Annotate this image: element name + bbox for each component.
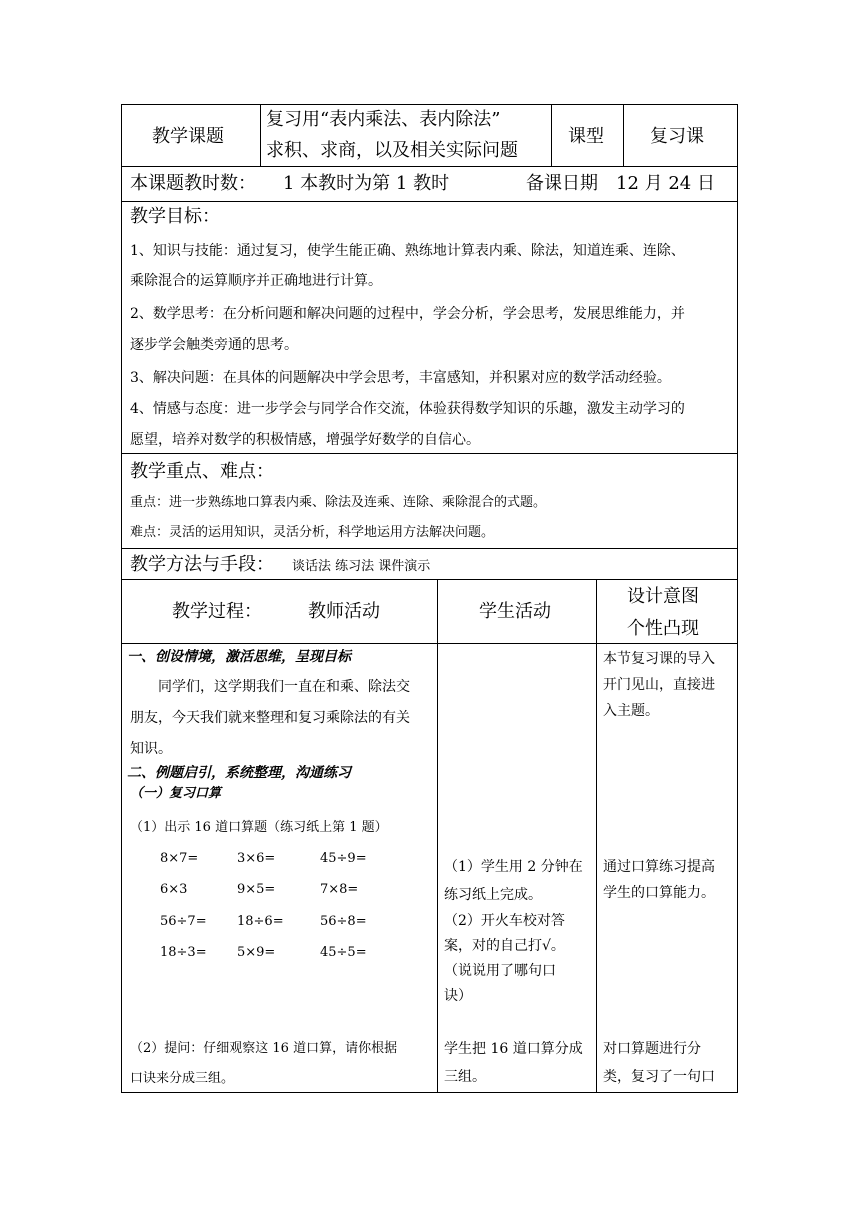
rule (551, 104, 552, 166)
question-1: （1）出示 16 道口算题（练习纸上第 1 题） (130, 820, 388, 835)
goal-2-line-1: 2、数学思考：在分析问题和解决问题的过程中，学会分析，学会思考，发展思维能力，并 (130, 306, 685, 322)
student-activity-1-line-2: 练习纸上完成。 (444, 887, 542, 903)
student-header: 学生活动 (479, 601, 551, 622)
student-activity-4-line-2: 三组。 (444, 1069, 486, 1085)
calc-item: 8×7= (160, 851, 199, 866)
student-activity-3-line-1: （说说用了哪句口 (444, 963, 556, 979)
rule (121, 579, 738, 580)
methods-title: 教学方法与手段： (130, 554, 274, 575)
goal-4-line-1: 4、情感与态度：进一步学会与同学合作交流，体验获得数学知识的乐趣，激发主动学习的 (130, 401, 685, 417)
type-label: 课型 (568, 126, 604, 147)
key-point: 重点：进一步熟练地口算表内乘、除法及连乘、连除、乘除混合的式题。 (130, 495, 547, 510)
section-1-text-line-3: 知识。 (130, 741, 172, 757)
goals-title: 教学目标： (130, 206, 220, 227)
section-2-title: 二、例题启引，系统整理，沟通练习 (127, 765, 351, 781)
prep-date: 12 月 24 日 (616, 173, 715, 194)
section-1-text-line-2: 朋友，今天我们就来整理和复习乘除法的有关 (130, 710, 410, 726)
design-header-line-1: 设计意图 (627, 586, 699, 607)
calc-item: 45÷9= (320, 851, 367, 866)
goal-1-line-2: 乘除混合的运算顺序并正确地进行计算。 (130, 273, 382, 289)
design-note-3-line-1: 对口算题进行分 (603, 1041, 701, 1057)
calc-item: 9×5= (237, 882, 276, 897)
calc-item: 18÷6= (237, 914, 284, 929)
design-note-1-line-3: 入主题。 (603, 703, 659, 719)
goal-4-line-2: 愿望，培养对数学的积极情感，增强学好数学的自信心。 (130, 432, 480, 448)
goal-2-line-2: 逐步学会触类旁通的思考。 (130, 337, 298, 353)
topic-line-2: 求积、求商，以及相关实际问题 (266, 140, 518, 161)
rule (596, 579, 597, 1093)
student-activity-3-line-2: 诀） (444, 988, 472, 1004)
rule (623, 104, 624, 166)
calc-item: 6×3 (160, 882, 188, 897)
rule (437, 579, 438, 1093)
topic-label: 教学课题 (152, 126, 224, 147)
rule (121, 453, 738, 454)
rule (121, 548, 738, 549)
design-header-line-2: 个性凸现 (627, 618, 699, 639)
student-activity-2-line-1: （2）开火车校对答 (444, 913, 565, 929)
teacher-header: 教师活动 (308, 601, 380, 622)
design-note-1-line-2: 开门见山，直接进 (603, 677, 715, 693)
prep-date-label: 备课日期 (526, 173, 598, 194)
design-note-3-line-2: 类，复习了一句口 (603, 1069, 715, 1085)
calc-item: 45÷5= (320, 945, 367, 960)
section-1-title: 一、创设情境，激活思维，呈现目标 (127, 649, 351, 665)
key-points-title: 教学重点、难点： (130, 461, 274, 482)
goal-1-line-1: 1、知识与技能：通过复习，使学生能正确、熟练地计算表内乘、除法，知道连乘、连除、 (130, 243, 685, 259)
type-value: 复习课 (650, 126, 704, 147)
calc-item: 5×9= (237, 945, 276, 960)
goal-3: 3、解决问题：在具体的问题解决中学会思考，丰富感知，并积累对应的数学活动经验。 (130, 370, 671, 386)
student-activity-1-line-1: （1）学生用 2 分钟在 (444, 859, 583, 875)
section-1-text-line-1: 同学们，这学期我们一直在和乘、除法交 (158, 679, 410, 695)
difficulty: 难点：灵活的运用知识，灵活分析，科学地运用方法解决问题。 (130, 525, 495, 540)
rule-top (121, 104, 738, 105)
rule (121, 643, 738, 644)
design-note-2-line-2: 学生的口算能力。 (603, 885, 715, 901)
design-note-1-line-1: 本节复习课的导入 (603, 651, 715, 667)
rule (121, 166, 738, 167)
calc-item: 7×8= (320, 882, 359, 897)
calc-item: 56÷7= (160, 914, 207, 929)
design-note-2-line-1: 通过口算练习提高 (603, 859, 715, 875)
student-activity-2-line-2: 案，对的自己打√。 (444, 938, 565, 954)
calc-item: 56÷8= (320, 914, 367, 929)
topic-line-1: 复习用“表内乘法、表内除法” (266, 109, 501, 130)
calc-item: 18÷3= (160, 945, 207, 960)
rule (121, 201, 738, 202)
calc-item: 3×6= (237, 851, 276, 866)
rule-bottom (121, 1092, 738, 1093)
student-activity-4-line-1: 学生把 16 道口算分成 (444, 1041, 583, 1057)
rule (260, 104, 261, 166)
rule-left (121, 104, 122, 1093)
rule-right (737, 104, 738, 1093)
section-2-subtitle: （一）复习口算 (130, 786, 222, 801)
question-2-line-2: 口诀来分成三组。 (130, 1071, 235, 1086)
hours-label: 本课题教时数： (130, 173, 256, 194)
methods-items: 谈话法 练习法 课件演示 (292, 559, 431, 574)
question-2-line-1: （2）提问：仔细观察这 16 道口算，请你根据 (130, 1041, 398, 1056)
process-header: 教学过程： (172, 601, 262, 622)
hours-value: 1 本教时为第 1 教时 (283, 173, 450, 194)
